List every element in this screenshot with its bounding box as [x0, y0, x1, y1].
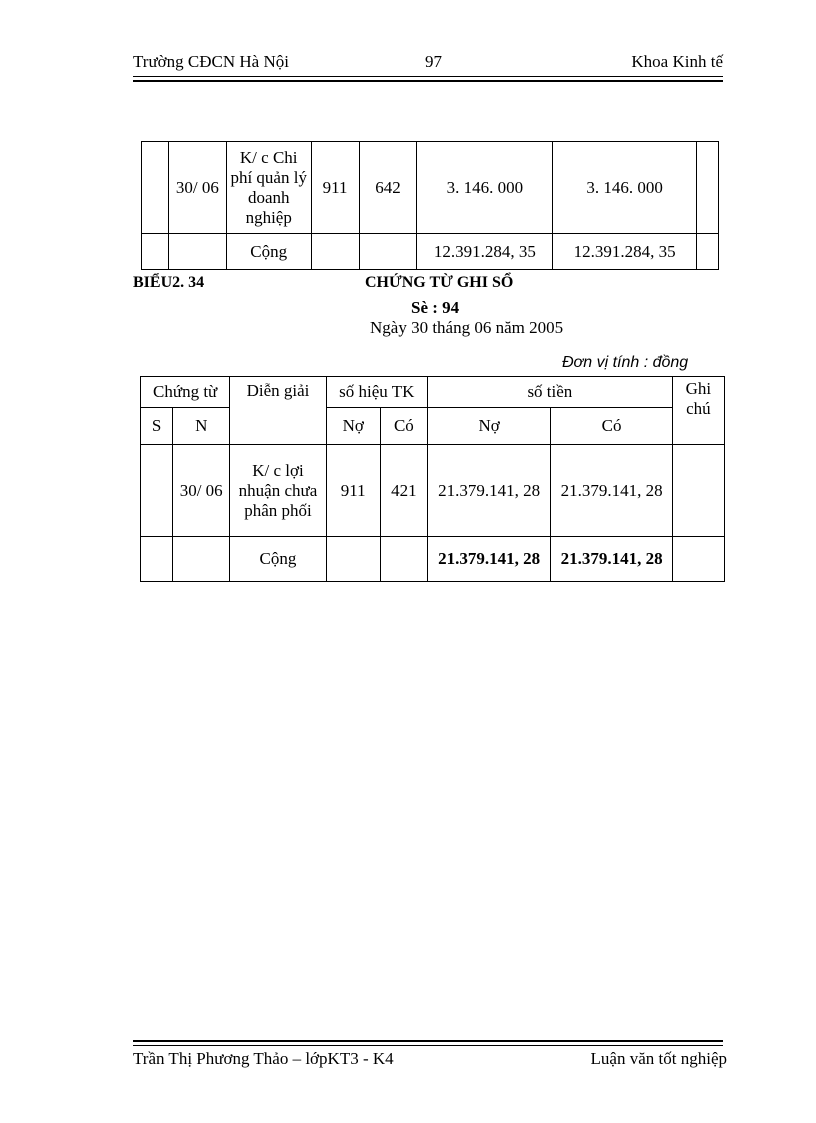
- cell-account-co: 421: [380, 445, 427, 537]
- total-amount-no: 12.391.284, 35: [417, 234, 553, 270]
- subheader-row: [141, 408, 725, 445]
- header-row: [141, 377, 725, 408]
- footer-rule: [133, 1040, 723, 1046]
- table-row: [142, 142, 719, 234]
- table-total-row: [142, 234, 719, 270]
- header-tien-no: Nợ: [427, 408, 550, 445]
- section-title: CHỨNG TỪ GHI SỔ: [365, 274, 514, 291]
- page-header: [133, 52, 723, 76]
- header-ghi-chu: Ghi chú: [672, 377, 724, 445]
- cell-note: [697, 142, 719, 234]
- header-so-tien: số tiền: [427, 377, 672, 408]
- cell-amount-no: 3. 146. 000: [417, 142, 553, 234]
- section-label: BIỂU2. 34: [133, 274, 205, 291]
- cell-s: [142, 142, 169, 234]
- voucher-table: [140, 376, 725, 582]
- total-amount-co: 21.379.141, 28: [551, 537, 672, 582]
- cell-n: 30/ 06: [173, 445, 230, 537]
- header-page-number: 97: [425, 52, 442, 71]
- table-row: [141, 445, 725, 537]
- voucher-date: Ngày 30 tháng 06 năm 2005: [370, 318, 564, 337]
- page-footer: [133, 1049, 727, 1073]
- cell-account-no: 911: [311, 142, 359, 234]
- total-amount-no: 21.379.141, 28: [427, 537, 550, 582]
- cell-amount-co: 3. 146. 000: [553, 142, 697, 234]
- header-no: Nợ: [326, 408, 380, 445]
- header-school: Trường CĐCN Hà Nội: [133, 52, 289, 71]
- cell-amount-no: 21.379.141, 28: [427, 445, 550, 537]
- cell-description: K/ c lợi nhuận chưa phân phối: [230, 445, 326, 537]
- header-co: Có: [380, 408, 427, 445]
- header-so-hieu-tk: số hiệu TK: [326, 377, 427, 408]
- header-n: N: [173, 408, 230, 445]
- header-dien-giai: Diễn giải: [230, 377, 326, 445]
- cell-note: [672, 445, 724, 537]
- currency-unit: Đơn vị tính : đồng: [562, 354, 689, 371]
- header-faculty: Khoa Kinh tế: [631, 52, 723, 71]
- header-chung-tu: Chứng từ: [141, 377, 230, 408]
- header-rule: [133, 76, 723, 82]
- cell-s: [141, 445, 173, 537]
- footer-doc-type: Luận văn tốt nghiệp: [590, 1049, 727, 1068]
- ledger-table-continued: [141, 141, 719, 270]
- footer-author: Trần Thị Phương Thảo – lớpKT3 - K4: [133, 1049, 394, 1068]
- cell-account-co: 642: [359, 142, 417, 234]
- table-total-row: [141, 537, 725, 582]
- header-s: S: [141, 408, 173, 445]
- cell-n: 30/ 06: [168, 142, 226, 234]
- total-label: Cộng: [230, 537, 326, 582]
- header-tien-co: Có: [551, 408, 672, 445]
- voucher-number: Sè : 94: [411, 298, 460, 317]
- cell-amount-co: 21.379.141, 28: [551, 445, 672, 537]
- cell-description: K/ c Chi phí quản lý doanh nghiệp: [226, 142, 311, 234]
- total-label: Cộng: [226, 234, 311, 270]
- cell-account-no: 911: [326, 445, 380, 537]
- total-amount-co: 12.391.284, 35: [553, 234, 697, 270]
